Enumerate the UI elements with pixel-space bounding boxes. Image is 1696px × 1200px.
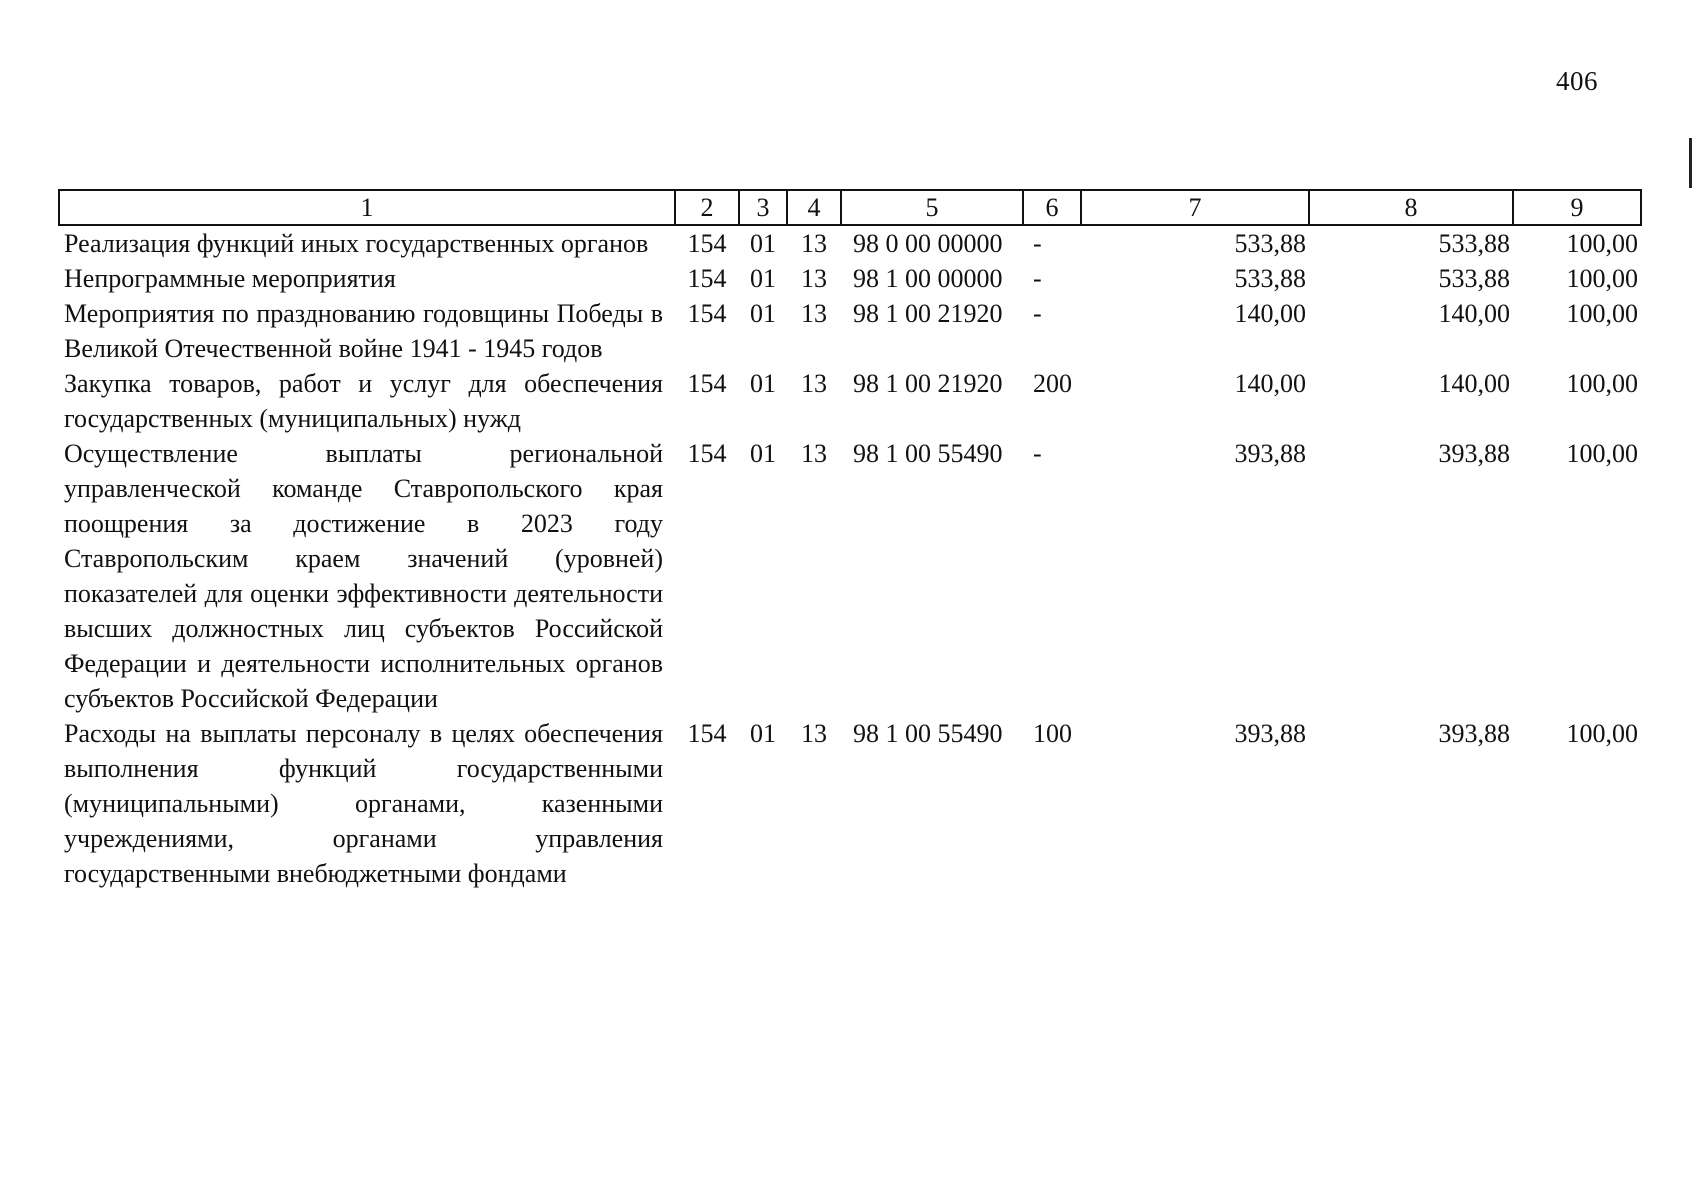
subsection-code: 13 [801, 369, 827, 398]
section-code: 01 [750, 719, 776, 748]
subsection-code: 13 [801, 439, 827, 468]
expense-name: Реализация функций иных государственных органов [64, 229, 649, 258]
column-header: 8 [1309, 190, 1513, 225]
budget-table [58, 189, 1642, 891]
column-header: 6 [1023, 190, 1081, 225]
expense-name: Закупка товаров, работ и услуг для обеспечения государственных (муниципальных) нужд [64, 369, 663, 433]
percent-col9: 100,00 [1566, 369, 1638, 398]
expense-type-code: 100 [1033, 719, 1072, 748]
amount-col7: 533,88 [1234, 229, 1306, 258]
subsection-code: 13 [801, 229, 827, 258]
section-code: 01 [750, 229, 776, 258]
page-number: 406 [1556, 66, 1598, 96]
column-header: 3 [739, 190, 787, 225]
expense-name: Расходы на выплаты персоналу в целях обеспечения выполнения функций государственными (муниципальными) органами, казенными учреждениями, органами управления государственными внебюджетными фондами [64, 719, 663, 888]
percent-col9: 100,00 [1566, 264, 1638, 293]
target-article-code: 98 0 00 00000 [853, 229, 1003, 258]
percent-col9: 100,00 [1566, 299, 1638, 328]
amount-col8: 140,00 [1438, 299, 1510, 328]
amount-col7: 393,88 [1234, 719, 1306, 748]
column-header: 7 [1081, 190, 1309, 225]
amount-col8: 393,88 [1438, 719, 1510, 748]
amount-col8: 533,88 [1438, 229, 1510, 258]
table-row [59, 296, 1641, 366]
subsection-code: 13 [801, 299, 827, 328]
percent-col9: 100,00 [1566, 229, 1638, 258]
expense-type-code: - [1033, 299, 1042, 328]
target-article-code: 98 1 00 21920 [853, 369, 1003, 398]
ministry-code: 154 [687, 299, 727, 328]
ministry-code: 154 [687, 264, 727, 293]
subsection-code: 13 [801, 719, 827, 748]
ministry-code: 154 [687, 229, 727, 258]
column-header: 1 [59, 190, 675, 225]
column-header: 4 [787, 190, 841, 225]
amount-col7: 140,00 [1234, 369, 1306, 398]
expense-name: Мероприятия по празднованию годовщины Победы в Великой Отечественной войне 1941 - 1945 годов [64, 299, 663, 363]
expense-type-code: - [1033, 229, 1042, 258]
target-article-code: 98 1 00 21920 [853, 299, 1003, 328]
target-article-code: 98 1 00 55490 [853, 439, 1003, 468]
table-row [59, 366, 1641, 436]
percent-col9: 100,00 [1566, 439, 1638, 468]
amount-col7: 533,88 [1234, 264, 1306, 293]
column-header: 9 [1513, 190, 1641, 225]
ministry-code: 154 [687, 439, 727, 468]
target-article-code: 98 1 00 00000 [853, 264, 1003, 293]
scan-edge-mark [1689, 138, 1692, 188]
ministry-code: 154 [687, 369, 727, 398]
amount-col7: 140,00 [1234, 299, 1306, 328]
amount-col7: 393,88 [1234, 439, 1306, 468]
section-code: 01 [750, 369, 776, 398]
expense-type-code: - [1033, 264, 1042, 293]
section-code: 01 [750, 299, 776, 328]
section-code: 01 [750, 264, 776, 293]
section-code: 01 [750, 439, 776, 468]
column-header: 2 [675, 190, 739, 225]
expense-type-code: - [1033, 439, 1042, 468]
table-row [59, 225, 1641, 261]
amount-col8: 393,88 [1438, 439, 1510, 468]
amount-col8: 140,00 [1438, 369, 1510, 398]
table-row [59, 261, 1641, 296]
expense-type-code: 200 [1033, 369, 1072, 398]
percent-col9: 100,00 [1566, 719, 1638, 748]
column-header: 5 [841, 190, 1023, 225]
table-row [59, 436, 1641, 716]
expense-name: Осуществление выплаты региональной управленческой команде Ставропольского края поощрения за достижение в 2023 году Ставропольским краем значений (уровней) показателей для оценки эффективности деятельности высших должностных лиц субъектов Российской Федерации и деятельности исполнительных органов субъектов Российской Федерации [64, 439, 663, 713]
amount-col8: 533,88 [1438, 264, 1510, 293]
table-header-row [59, 190, 1641, 225]
subsection-code: 13 [801, 264, 827, 293]
target-article-code: 98 1 00 55490 [853, 719, 1003, 748]
table-row [59, 716, 1641, 891]
ministry-code: 154 [687, 719, 727, 748]
expense-name: Непрограммные мероприятия [64, 264, 396, 293]
